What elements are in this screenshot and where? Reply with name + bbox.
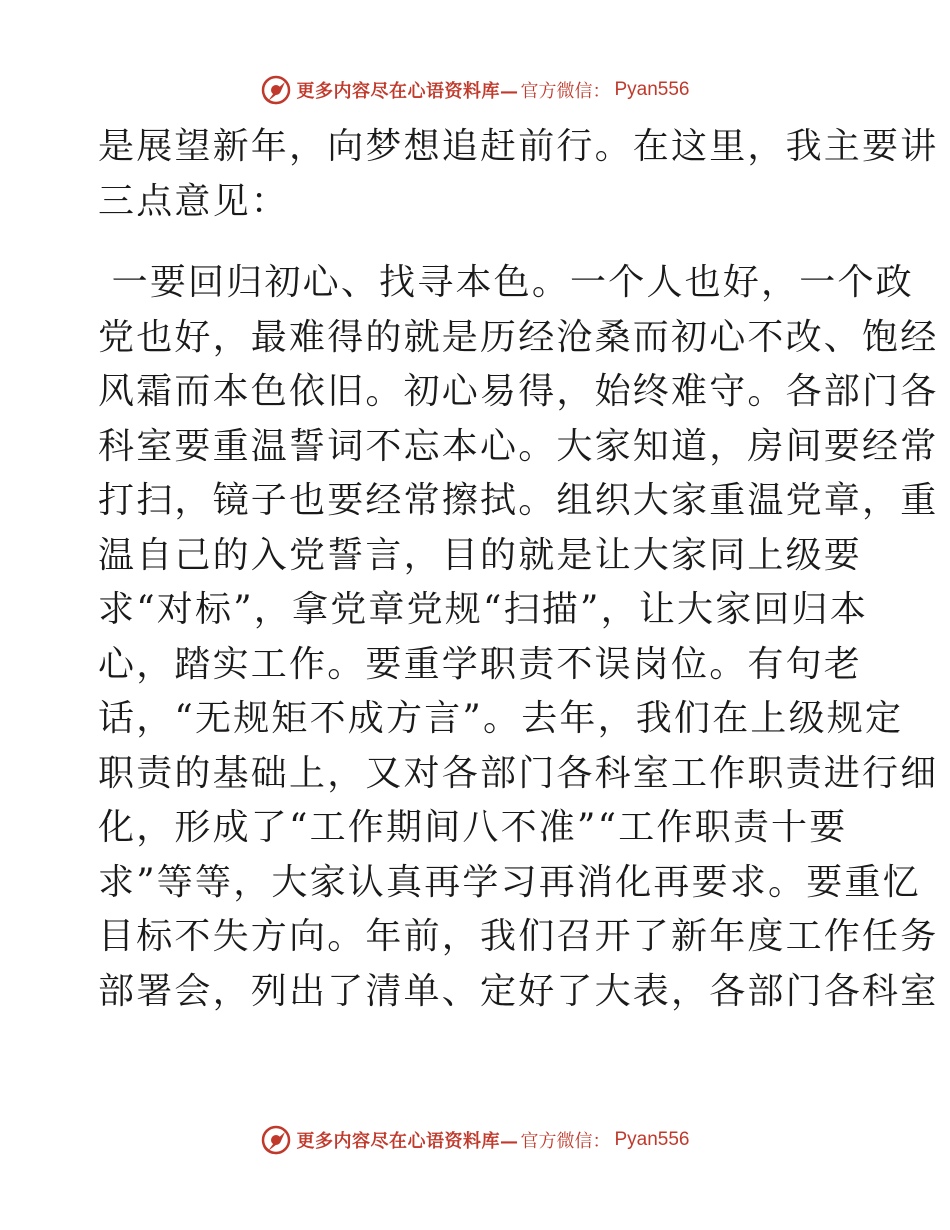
text-line: 打扫，镜子也要经常擦拭。组织大家重温党章，重: [98, 480, 939, 521]
pen-nib-icon: [260, 74, 292, 106]
text-line: 党也好，最难得的就是历经沧桑而初心不改、饱经: [98, 316, 939, 358]
text-line: 风霜而本色依旧。初心易得，始终难守。各部门各: [98, 371, 939, 412]
text-line: 心，踏实工作。要重学职责不误岗位。有句老: [98, 643, 863, 685]
promo-text: 更多内容尽在心语资料库—: [296, 1131, 519, 1152]
pen-nib-icon: [260, 1124, 292, 1156]
text-line: 是展望新年，向梦想追赶前行。在这里，我主要讲: [98, 126, 939, 167]
document-body: [98, 120, 939, 1019]
text-line: 求“对标”，拿党章党规“扫描”，让大家回归本: [98, 589, 869, 630]
text-line: 温自己的入党誓言，目的就是让大家同上级要: [98, 534, 863, 576]
promo-text: 更多内容尽在心语资料库—: [296, 81, 519, 102]
text-line: 一要回归初心、找寻本色。一个人也好，一个政: [98, 262, 914, 303]
text-line: 话，“无规矩不成方言”。去年，我们在上级规定: [98, 698, 904, 739]
text-line: 职责的基础上，又对各部门各科室工作职责进行细: [98, 752, 939, 794]
text-line: 科室要重温誓词不忘本心。大家知道，房间要经常: [98, 425, 939, 467]
wechat-label: 官方微信：: [520, 1131, 611, 1152]
footer-banner: [0, 1120, 950, 1160]
wechat-label: 官方微信：: [520, 81, 611, 102]
text-line: 目标不失方向。年前，我们召开了新年度工作任务: [98, 916, 939, 957]
header-banner: [0, 70, 950, 110]
text-line: 三点意见：: [98, 180, 290, 222]
paragraph-1: [98, 120, 939, 229]
wechat-id: Pyan556: [614, 1129, 690, 1150]
text-line: 化，形成了“工作期间八不准”“工作职责十要: [98, 807, 848, 848]
wechat-id: Pyan556: [614, 79, 690, 100]
text-line: 求”等等，大家认真再学习再消化再要求。要重忆: [98, 861, 921, 903]
paragraph-2: [98, 256, 939, 1019]
paragraph-gap: [98, 229, 858, 256]
text-line: 部署会，列出了清单、定好了大表，各部门各科室: [98, 970, 939, 1012]
